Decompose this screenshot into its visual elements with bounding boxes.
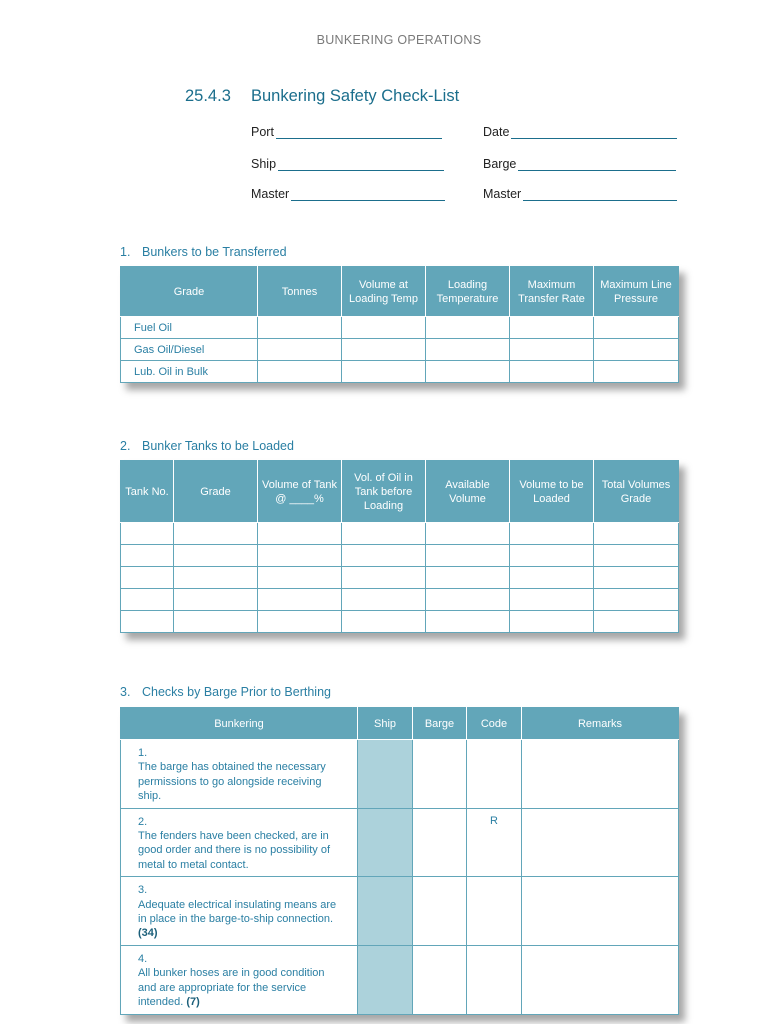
table-cell[interactable] — [342, 589, 426, 611]
master-field-left[interactable] — [251, 187, 445, 201]
tanks-header-row — [121, 461, 679, 523]
master-label-left: Master — [251, 187, 290, 201]
table-cell[interactable] — [121, 567, 174, 589]
bunkers-col-header: Loading Temperature — [426, 267, 510, 317]
ship-field[interactable] — [251, 157, 444, 171]
check-number: 1. — [138, 747, 148, 759]
date-field[interactable] — [483, 125, 677, 139]
check-item — [121, 808, 358, 877]
table-cell[interactable] — [174, 523, 258, 545]
table-cell[interactable] — [594, 317, 679, 339]
table-row — [121, 877, 679, 946]
code-cell: R — [467, 808, 522, 877]
ship-check-cell[interactable] — [358, 740, 413, 809]
bunkers-table — [120, 266, 679, 383]
row-label: Fuel Oil — [121, 317, 258, 339]
bunkers-col-header: Tonnes — [258, 267, 342, 317]
table-cell[interactable] — [426, 523, 510, 545]
table-cell[interactable] — [258, 317, 342, 339]
checks-header-row — [121, 708, 679, 740]
table-row — [121, 523, 679, 545]
table-cell[interactable] — [121, 589, 174, 611]
running-head: BUNKERING OPERATIONS — [316, 33, 482, 47]
table-row — [121, 611, 679, 633]
table-row — [121, 808, 679, 877]
table-cell[interactable] — [510, 611, 594, 633]
checks-table — [120, 707, 679, 1015]
barge-label: Barge — [483, 157, 517, 171]
table-row — [121, 740, 679, 809]
table-cell[interactable] — [510, 567, 594, 589]
master-label-right: Master — [483, 187, 522, 201]
table-cell[interactable] — [174, 589, 258, 611]
check-item — [121, 945, 358, 1014]
code-cell — [467, 945, 522, 1014]
master-line-right[interactable] — [523, 189, 677, 201]
table-cell[interactable] — [426, 567, 510, 589]
bunkers-header-row — [121, 267, 679, 317]
bunkers-col-header: Maximum Line Pressure — [594, 267, 679, 317]
table-row — [121, 361, 679, 383]
tanks-col-header: Available Volume — [426, 461, 510, 523]
table-cell[interactable] — [594, 567, 679, 589]
table-cell[interactable] — [594, 545, 679, 567]
barge-check-cell[interactable] — [413, 808, 467, 877]
date-label: Date — [483, 125, 510, 139]
check-text: All bunker hoses are in good condition and are appropriate for the service intended. — [138, 967, 325, 1009]
section-2-title: Bunker Tanks to be Loaded — [142, 439, 294, 453]
remarks-cell[interactable] — [522, 808, 679, 877]
table-cell[interactable] — [594, 523, 679, 545]
table-cell[interactable] — [258, 361, 342, 383]
ship-label: Ship — [251, 157, 277, 171]
table-cell[interactable] — [258, 567, 342, 589]
table-cell[interactable] — [510, 589, 594, 611]
table-cell[interactable] — [258, 545, 342, 567]
table-cell[interactable] — [342, 317, 426, 339]
section-1-heading — [120, 245, 287, 259]
check-text: The barge has obtained the necessary permissions to go alongside receiving ship. — [138, 761, 326, 803]
table-cell[interactable] — [342, 361, 426, 383]
barge-field[interactable] — [483, 157, 676, 171]
table-cell[interactable] — [174, 567, 258, 589]
remarks-cell[interactable] — [522, 945, 679, 1014]
table-cell[interactable] — [510, 361, 594, 383]
check-item — [121, 740, 358, 809]
section-3-title: Checks by Barge Prior to Berthing — [142, 685, 331, 699]
table-row — [121, 339, 679, 361]
tanks-table — [120, 460, 679, 633]
ship-check-cell[interactable] — [358, 808, 413, 877]
table-cell[interactable] — [510, 339, 594, 361]
port-field[interactable] — [251, 125, 442, 139]
tanks-col-header: Vol. of Oil in Tank before Loading — [342, 461, 426, 523]
barge-check-cell[interactable] — [413, 877, 467, 946]
master-line-left[interactable] — [291, 189, 445, 201]
section-number: 25.4.3 — [185, 87, 231, 105]
check-text: The fenders have been checked, are in good order and there is no possibility of metal to metal contact. — [138, 830, 331, 871]
table-cell[interactable] — [426, 317, 510, 339]
remarks-cell[interactable] — [522, 877, 679, 946]
checks-col-header: Bunkering — [121, 708, 358, 740]
table-cell[interactable] — [258, 589, 342, 611]
table-cell[interactable] — [121, 611, 174, 633]
tanks-col-header: Total Volumes Grade — [594, 461, 679, 523]
barge-check-cell[interactable] — [413, 945, 467, 1014]
barge-check-cell[interactable] — [413, 740, 467, 809]
table-cell[interactable] — [510, 317, 594, 339]
table-cell[interactable] — [594, 589, 679, 611]
tanks-col-header: Grade — [174, 461, 258, 523]
table-cell[interactable] — [426, 589, 510, 611]
table-row — [121, 945, 679, 1014]
check-number: 3. — [138, 884, 148, 897]
row-label: Gas Oil/Diesel — [121, 339, 258, 361]
table-cell[interactable] — [426, 339, 510, 361]
table-cell[interactable] — [426, 361, 510, 383]
section-3-number: 3. — [120, 685, 131, 699]
table-cell[interactable] — [426, 545, 510, 567]
title-text: Bunkering Safety Check-List — [251, 87, 460, 105]
tanks-col-header: Volume to be Loaded — [510, 461, 594, 523]
code-cell — [467, 877, 522, 946]
table-cell[interactable] — [342, 339, 426, 361]
check-number: 4. — [138, 952, 148, 965]
remarks-cell[interactable] — [522, 740, 679, 809]
table-cell[interactable] — [594, 361, 679, 383]
checks-col-header: Barge — [413, 708, 467, 740]
check-text: Adequate electrical insulating means are in place in the barge-to-ship connection. — [138, 898, 337, 926]
table-cell[interactable] — [342, 523, 426, 545]
table-cell[interactable] — [258, 523, 342, 545]
table-cell[interactable] — [121, 523, 174, 545]
bunkers-col-header: Maximum Transfer Rate — [510, 267, 594, 317]
section-3-heading — [120, 685, 331, 699]
ship-check-cell[interactable] — [358, 945, 413, 1014]
table-cell[interactable] — [174, 545, 258, 567]
barge-line[interactable] — [518, 159, 676, 171]
tanks-col-header: Tank No. — [121, 461, 174, 523]
table-cell[interactable] — [258, 611, 342, 633]
table-row — [121, 317, 679, 339]
section-2-number: 2. — [120, 439, 131, 453]
bunkers-col-header: Grade — [121, 267, 258, 317]
check-reference: (34) — [138, 927, 158, 940]
port-label: Port — [251, 125, 274, 139]
date-line[interactable] — [511, 127, 677, 139]
code-cell — [467, 740, 522, 809]
table-cell[interactable] — [342, 611, 426, 633]
check-reference: (7) — [186, 996, 200, 1009]
table-cell[interactable] — [594, 611, 679, 633]
table-row — [121, 589, 679, 611]
ship-line[interactable] — [278, 159, 444, 171]
ship-check-cell[interactable] — [358, 877, 413, 946]
tanks-col-header: Volume of Tank @ ____% — [258, 461, 342, 523]
table-cell[interactable] — [174, 611, 258, 633]
table-cell[interactable] — [426, 611, 510, 633]
checks-col-header: Ship — [358, 708, 413, 740]
bunkers-col-header: Volume at Loading Temp — [342, 267, 426, 317]
section-1-title: Bunkers to be Transferred — [142, 245, 287, 259]
table-cell[interactable] — [258, 339, 342, 361]
table-row — [121, 545, 679, 567]
check-item — [121, 877, 358, 946]
port-line[interactable] — [276, 127, 442, 139]
page-title — [185, 87, 459, 106]
table-cell[interactable] — [510, 523, 594, 545]
table-cell[interactable] — [342, 545, 426, 567]
checks-col-header: Remarks — [522, 708, 679, 740]
check-number: 2. — [138, 815, 148, 828]
checks-col-header: Code — [467, 708, 522, 740]
section-2-heading — [120, 439, 294, 453]
table-cell[interactable] — [121, 545, 174, 567]
table-cell[interactable] — [594, 339, 679, 361]
row-label: Lub. Oil in Bulk — [121, 361, 258, 383]
table-cell[interactable] — [342, 567, 426, 589]
table-row — [121, 567, 679, 589]
section-1-number: 1. — [120, 245, 131, 259]
table-cell[interactable] — [510, 545, 594, 567]
master-field-right[interactable] — [483, 187, 677, 201]
